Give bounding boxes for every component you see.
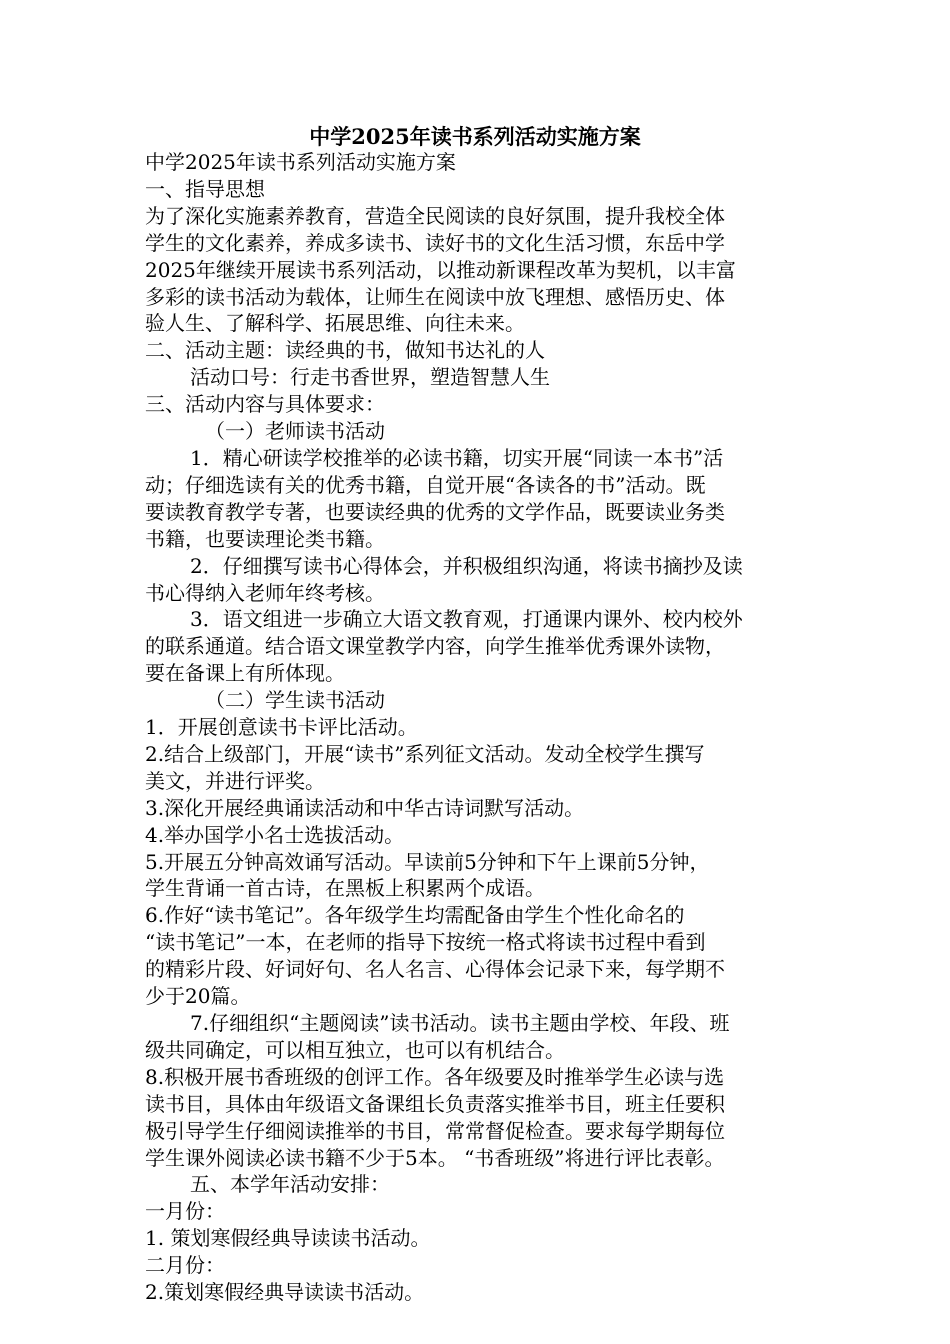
- text-line: 6.作好“读书笔记”。各年级学生均需配备由学生个性化命名的: [145, 903, 685, 928]
- text-line: 极引导学生仔细阅读推举的书目，常常督促检查。要求每学期每位: [145, 1118, 725, 1143]
- text-line: 3.深化开展经典诵读活动和中华古诗词默写活动。: [145, 795, 585, 820]
- text-line: 活动口号：行走书香世界，塑造智慧人生: [190, 365, 550, 390]
- text-line: 1. 策划寒假经典导读读书活动。: [145, 1226, 431, 1251]
- text-line: 的联系通道。结合语文课堂教学内容，向学生推举优秀课外读物，: [145, 634, 725, 659]
- text-line: 7.仔细组织“主题阅读”读书活动。读书主题由学校、年段、班: [190, 1011, 730, 1035]
- text-line: 一月份：: [145, 1199, 225, 1224]
- subsection-heading: （一）老师读书活动: [205, 419, 385, 444]
- text-line: 2．仔细撰写读书心得体会，并积极组织沟通，将读书摘抄及读: [190, 553, 743, 578]
- text-line: 5.开展五分钟高效诵写活动。早读前5分钟和下午上课前5分钟，: [145, 849, 710, 874]
- text-line: 学生课外阅读必读书籍不少于5本。 “书香班级”将进行评比表彰。: [145, 1145, 725, 1170]
- text-line: 书籍，也要读理论类书籍。: [145, 526, 385, 551]
- text-line: 二月份：: [145, 1253, 225, 1278]
- text-line: 要读教育教学专著，也要读经典的优秀的文学作品，既要读业务类: [145, 499, 725, 524]
- text-line: 美文，并进行评奖。: [145, 768, 325, 793]
- text-line: 4.举办国学小名士选拔活动。: [145, 822, 405, 847]
- document-body: [145, 149, 817, 1306]
- section-heading: 三、活动内容与具体要求：: [145, 392, 385, 417]
- text-line: 1．精心研读学校推举的必读书籍，切实开展“同读一本书”活: [190, 445, 724, 470]
- text-line: 1．开展创意读书卡评比活动。: [145, 715, 418, 740]
- text-line: 3．语文组进一步确立大语文教育观，打通课内课外、校内校外: [190, 607, 743, 632]
- text-line: 8.积极开展书香班级的创评工作。各年级要及时推举学生必读与选: [145, 1064, 725, 1089]
- section-heading: 一、指导思想: [145, 176, 265, 201]
- section-heading: 五、本学年活动安排：: [190, 1172, 390, 1197]
- text-line: 读书目，具体由年级语文备课组长负责落实推举书目，班主任要积: [145, 1091, 725, 1116]
- text-line: 为了深化实施素养教育，营造全民阅读的良好氛围，提升我校全体: [145, 203, 725, 228]
- section-heading: 二、活动主题：读经典的书，做知书达礼的人: [145, 338, 545, 363]
- text-line: 多彩的读书活动为载体，让师生在阅读中放飞理想、感悟历史、体: [145, 284, 725, 309]
- text-line: 书心得纳入老师年终考核。: [145, 580, 385, 605]
- text-line: 的精彩片段、好词好句、名人名言、心得体会记录下来，每学期不: [145, 957, 725, 982]
- text-line: 学生的文化素养，养成多读书、读好书的文化生活习惯，东岳中学: [145, 230, 725, 255]
- text-line: 要在备课上有所体现。: [145, 661, 345, 686]
- text-line: 学生背诵一首古诗，在黑板上积累两个成语。: [145, 876, 545, 901]
- text-line: 动；仔细选读有关的优秀书籍，自觉开展“各读各的书”活动。既: [145, 472, 706, 497]
- text-line: 级共同确定，可以相互独立，也可以有机结合。: [145, 1037, 565, 1062]
- subsection-heading: （二）学生读书活动: [205, 688, 385, 713]
- document-title: 中学2025年读书系列活动实施方案: [309, 124, 641, 149]
- text-line: “读书笔记”一本，在老师的指导下按统一格式将读书过程中看到: [145, 930, 706, 955]
- text-line: 2025年继续开展读书系列活动，以推动新课程改革为契机，以丰富: [145, 257, 736, 282]
- text-line: 中学2025年读书系列活动实施方案: [145, 150, 456, 174]
- text-line: 少于20篇。: [145, 984, 251, 1009]
- text-line: 2.结合上级部门，开展“读书”系列征文活动。发动全校学生撰写: [145, 741, 705, 766]
- text-line: 验人生、了解科学、拓展思维、向往未来。: [145, 311, 525, 336]
- text-line: 2.策划寒假经典导读读书活动。: [145, 1280, 425, 1305]
